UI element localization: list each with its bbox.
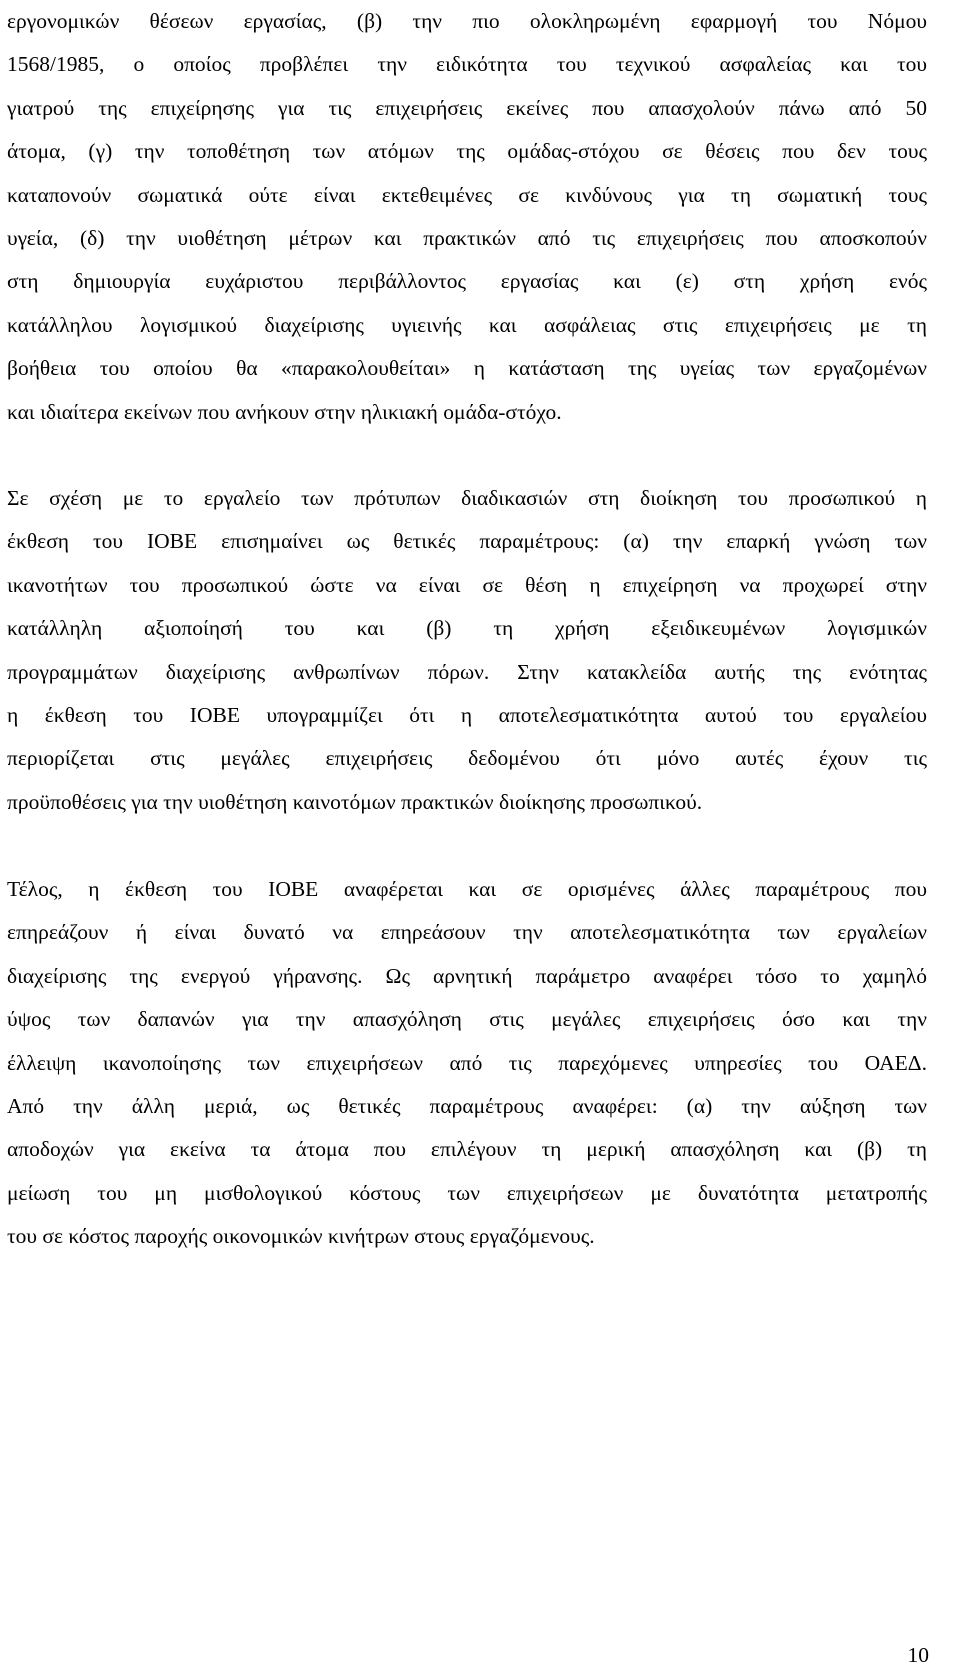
text-line: κατάλληλη αξιοποίησή του και (β) τη χρήση εξειδικευμένων λογισμικών — [7, 616, 927, 641]
text-line: 1568/1985, ο οποίος προβλέπει την ειδικότητα του τεχνικού ασφαλείας και του — [7, 52, 927, 77]
text-line: Από την άλλη μεριά, ως θετικές παραμέτρους αναφέρει: (α) την αύξηση των — [7, 1093, 927, 1118]
text-line: διαχείρισης της ενεργού γήρανσης. Ως αρνητική παράμετρο αναφέρει τόσο το χαμηλό — [7, 963, 927, 988]
text-line: μείωση του μη μισθολογικού κόστους των επιχειρήσεων με δυνατότητα μετατροπής — [7, 1180, 927, 1205]
text-line: και ιδιαίτερα εκείνων που ανήκουν στην ηλικιακή ομάδα-στόχο. — [7, 399, 562, 424]
text-line: έκθεση του ΙΟΒΕ επισημαίνει ως θετικές παραμέτρους: (α) την επαρκή γνώση των — [7, 529, 927, 554]
text-line: βοήθεια του οποίου θα «παρακολουθείται» η κατάσταση της υγείας των εργαζομένων — [7, 356, 927, 381]
text-line: ύψος των δαπανών για την απασχόληση στις μεγάλες επιχειρήσεις όσο και την — [7, 1007, 927, 1032]
text-line: καταπονούν σωματικά ούτε είναι εκτεθειμένες σε κινδύνους για τη σωματική τους — [7, 182, 927, 207]
text-line: εργονομικών θέσεων εργασίας, (β) την πιο ολοκληρωμένη εφαρμογή του Νόμου — [7, 9, 927, 33]
text-line: η έκθεση του ΙΟΒΕ υπογραμμίζει ότι η αποτελεσματικότητα αυτού του εργαλείου — [7, 702, 927, 727]
paragraph-1 — [7, 0, 927, 434]
page-number: 10 — [907, 1643, 929, 1667]
text-line: έλλειψη ικανοποίησης των επιχειρήσεων από τις παρεχόμενες υπηρεσίες του ΟΑΕΔ. — [7, 1050, 927, 1075]
text-line: ικανοτήτων του προσωπικού ώστε να είναι σε θέση η επιχείρηση να προχωρεί στην — [7, 572, 927, 597]
text-line: προϋποθέσεις για την υιοθέτηση καινοτόμων πρακτικών διοίκησης προσωπικού. — [7, 789, 703, 814]
text-line: Τέλος, η έκθεση του ΙΟΒΕ αναφέρεται και σε ορισμένες άλλες παραμέτρους που — [7, 877, 927, 901]
text-line: περιορίζεται στις μεγάλες επιχειρήσεις δεδομένου ότι μόνο αυτές έχουν τις — [7, 746, 927, 771]
paragraph-3 — [7, 868, 927, 1259]
text-line: στη δημιουργία ευχάριστου περιβάλλοντος εργασίας και (ε) στη χρήση ενός — [7, 269, 927, 294]
text-line: του σε κόστος παροχής οικονομικών κινήτρων στους εργαζόμενους. — [7, 1224, 595, 1249]
text-line: προγραμμάτων διαχείρισης ανθρωπίνων πόρων. Στην κατακλείδα αυτής της ενότητας — [7, 659, 927, 684]
text-line: άτομα, (γ) την τοποθέτηση των ατόμων της ομάδας-στόχου σε θέσεις που δεν τους — [7, 139, 927, 164]
text-line: επηρεάζουν ή είναι δυνατό να επηρεάσουν την αποτελεσματικότητα των εργαλείων — [7, 920, 927, 945]
text-line: Σε σχέση με το εργαλείο των πρότυπων διαδικασιών στη διοίκηση του προσωπικού η — [7, 486, 927, 510]
text-line: γιατρού της επιχείρησης για τις επιχειρήσεις εκείνες που απασχολούν πάνω από 50 — [7, 95, 927, 120]
text-line: αποδοχών για εκείνα τα άτομα που επιλέγουν τη μερική απασχόληση και (β) τη — [7, 1137, 927, 1162]
text-line: υγεία, (δ) την υιοθέτηση μέτρων και πρακτικών από τις επιχειρήσεις που αποσκοπούν — [7, 225, 927, 250]
paragraph-2 — [7, 477, 927, 824]
text-line: κατάλληλου λογισμικού διαχείρισης υγιεινής και ασφάλειας στις επιχειρήσεις με τη — [7, 312, 927, 337]
